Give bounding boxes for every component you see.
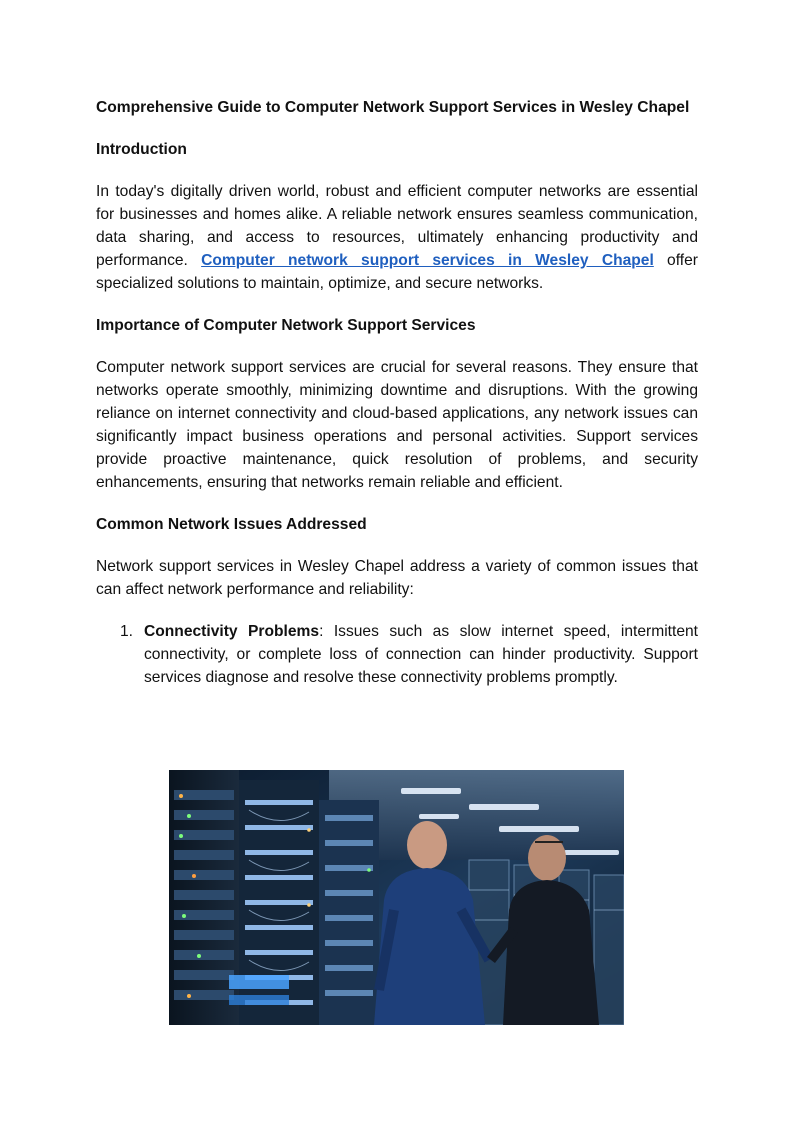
common-issues-intro: Network support services in Wesley Chapel address a variety of common issues that can affect network performance and reliability:	[96, 558, 698, 598]
issues-list	[96, 620, 698, 689]
list-item-term: Connectivity Problems	[144, 623, 320, 640]
introduction-text: In today's digitally driven world, robust and efficient computer networks are essential for businesses and homes alike. A reliable network ensures seamless communication, data sharing, and access to resources, ultimately enhancing productivity and performance.	[96, 183, 698, 269]
list-item-number: 1.	[120, 623, 134, 640]
importance-heading: Importance of Computer Network Support Services	[96, 317, 476, 334]
introduction-heading: Introduction	[96, 141, 187, 158]
introduction-paragraph	[96, 180, 698, 295]
common-issues-heading: Common Network Issues Addressed	[96, 516, 367, 533]
list-item-description: : Issues such as slow internet speed, intermittent connectivity, or complete loss of connection can hinder productivity. Support services diagnose and resolve these connectivity problems promptly.	[144, 623, 699, 686]
document-page	[96, 96, 698, 689]
document-title: Comprehensive Guide to Computer Network Support Services in Wesley Chapel	[96, 99, 690, 116]
network-support-link[interactable]: Computer network support services in Wesley Chapel	[201, 252, 654, 269]
importance-paragraph: Computer network support services are crucial for several reasons. They ensure that networks operate smoothly, minimizing downtime and disruptions. With the growing reliance on internet connectivity and cloud-based applications, any network issues can significantly impact business operations and personal activities. Support services provide proactive maintenance, quick resolution of problems, and security enhancements, ensuring that networks remain reliable and efficient.	[96, 359, 698, 491]
list-item	[120, 620, 699, 689]
server-room-photo	[169, 770, 624, 1025]
introduction-text-end: offer specialized solutions to maintain, optimize, and secure networks.	[96, 252, 698, 292]
